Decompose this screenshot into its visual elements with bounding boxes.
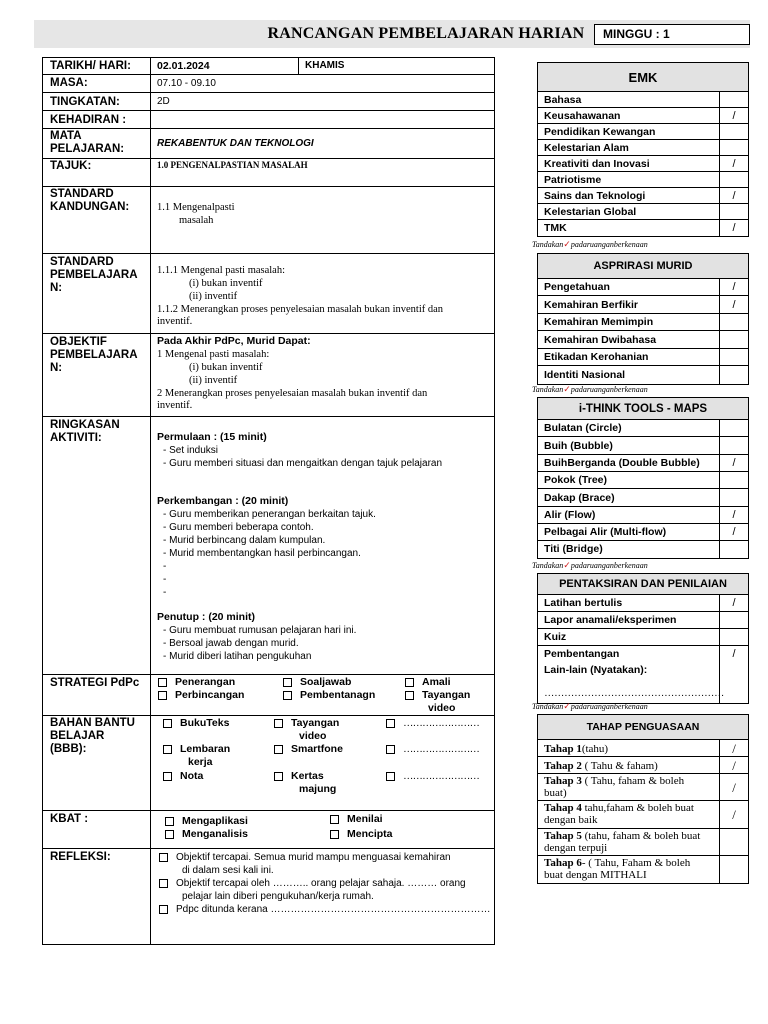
checklist-label: Kuiz [544,631,567,643]
checklist-row[interactable] [538,612,748,629]
checklist-label: BuihBerganda (Double Bubble) [544,457,700,469]
development-heading: Perkembangan : (20 minit) [157,495,289,507]
row-hots [43,811,494,849]
mastery-panel [537,714,749,884]
checklist-row[interactable] [538,437,748,455]
checkbox-icon[interactable] [283,678,292,687]
learning-standard-line: (ii) inventif [189,291,238,302]
check-cell[interactable] [719,420,748,436]
learning-standard-line: 1.1.2 Menerangkan proses penyelesaian masalah bukan inventif dan [157,304,444,315]
checklist-label: Pembentangan [544,648,620,660]
activity-line: - Guru memberi situasi dan mengaitkan dengan tajuk pelajaran [163,458,443,469]
attendance-label: KEHADIRAN : [43,111,151,128]
aid-option-blank[interactable]: …………………… [386,743,479,756]
check-cell[interactable]: / [719,279,748,295]
mastery-desc-cont: dengan terpuji [544,842,608,854]
row-teaching-aids [43,716,494,811]
checklist-label: Pengetahuan [544,281,610,293]
checkbox-icon[interactable] [158,691,167,700]
mastery-level: Tahap 2 [544,760,582,772]
objectives-line: (ii) inventif [189,375,238,386]
emk-panel [537,62,749,237]
mastery-line [544,857,748,869]
checklist-row[interactable] [538,296,748,314]
checklist-row[interactable] [538,507,748,524]
subject-label [43,129,151,158]
checkbox-icon[interactable] [283,691,292,700]
check-cell[interactable]: / [719,740,748,756]
ithink-note: Tandakan✓padaruanganberkenaan [532,560,648,570]
mastery-line [544,802,748,814]
row-content-standard [43,187,494,254]
checklist-label: Latihan bertulis [544,597,623,609]
check-cell[interactable]: / [719,774,748,800]
reflection-value [151,849,494,944]
activity-line: - Guru memberi beberapa contoh. [163,522,314,533]
checkbox-icon[interactable] [159,879,168,888]
check-cell[interactable]: / [719,507,748,523]
activity-line: - Set induksi [163,445,219,456]
mastery-line [544,743,748,755]
check-cell[interactable] [719,140,748,155]
checklist-label: Kemahiran Memimpin [544,316,654,328]
checklist-label: Bahasa [544,94,582,106]
teaching-aids-label-line3: (BBB): [50,743,87,755]
activities-value [151,417,494,674]
activity-line: - [163,561,167,572]
row-learning-standard [43,254,494,334]
assessment-other[interactable] [538,663,748,703]
tick-icon: ✓ [563,701,571,711]
learning-standard-label-line3: N: [50,282,63,294]
checklist-label: Kemahiran Dwibahasa [544,334,657,346]
hots-option[interactable]: Menilai [330,813,383,826]
checklist-row[interactable] [538,279,748,296]
checkbox-icon[interactable] [386,745,395,754]
strategy-option[interactable]: Perbincangan [158,689,244,702]
mastery-level: Tahap 4 [544,802,582,814]
checklist-row[interactable] [538,172,748,188]
check-cell[interactable] [719,331,748,348]
date-value: 02.01.2024 [151,58,299,74]
teaching-aids-label-line2: BELAJAR [50,730,105,742]
checklist-row[interactable] [538,156,748,172]
mastery-desc: tahu,faham & boleh buat [581,802,694,814]
mastery-row[interactable] [538,856,748,883]
checklist-label: Buih (Bubble) [544,440,613,452]
assessment-panel [537,573,749,704]
objectives-label [43,334,151,416]
intro-heading: Permulaan : (15 minit) [157,431,267,443]
aid-option[interactable]: Nota [163,770,203,783]
aid-option-cont: video [299,730,327,742]
objectives-line: inventif. [157,400,193,411]
header-bar [34,20,750,48]
activity-line: - [163,587,167,598]
checkbox-icon[interactable] [158,678,167,687]
emk-note: Tandakan✓padaruanganberkenaan [532,239,648,249]
day-value: KHAMIS [305,60,345,71]
learning-standard-value [151,254,494,333]
date-label: TARIKH/ HARI: [43,58,151,74]
teaching-aids-label [43,716,151,810]
level-label: TINGKATAN: [43,93,151,110]
activity-line: - [163,574,167,585]
checkbox-icon[interactable] [330,830,339,839]
check-cell[interactable] [719,629,748,645]
assessment-note: Tandakan✓padaruanganberkenaan [532,701,648,711]
checklist-row[interactable] [538,124,748,140]
reflection-line: di dalam sesi kali ini. [182,865,274,876]
strategy-option[interactable]: Amali [405,676,451,689]
row-time [43,75,494,93]
aid-option[interactable]: Lembaran [163,743,230,756]
aid-option-cont: kerja [188,756,213,768]
checkbox-icon[interactable] [165,830,174,839]
check-cell[interactable] [719,437,748,454]
aid-option-blank[interactable]: …………………… [386,770,479,783]
row-date [43,58,494,75]
checklist-label: Kelestarian Global [544,206,637,218]
activities-label [43,417,151,674]
activity-line: - Murid berbincang dalam kumpulan. [163,535,326,546]
ithink-title: i-THINK TOOLS - MAPS [538,398,748,420]
objectives-line: 1 Mengenal pasti masalah: [157,349,270,360]
check-cell[interactable]: / [719,296,748,313]
mastery-level: Tahap 3 [544,775,582,787]
check-cell[interactable] [719,349,748,365]
check-cell[interactable]: / [719,646,748,663]
checklist-row[interactable] [538,366,748,384]
reflection-label: REFLEKSI: [43,849,151,944]
subject-label-line2: PELAJARAN: [50,143,125,155]
tick-icon: ✓ [563,560,571,570]
level-value: 2D [157,96,170,107]
content-standard-label-line2: KANDUNGAN: [50,201,130,213]
checklist-label: Kreativiti dan Inovasi [544,158,650,170]
check-cell[interactable] [719,612,748,628]
mastery-desc-cont: buat) [544,787,567,799]
content-standard-label [43,187,151,253]
strategy-option[interactable]: Soaljawab [283,676,351,689]
time-value: 07.10 - 09.10 [157,78,216,89]
mastery-desc: (tahu, faham & boleh buat [581,830,701,842]
learning-standard-label-line1: STANDARD [50,256,114,268]
activity-line: - Guru memberikan penerangan berkaitan tajuk. [163,509,376,520]
attendance-value [151,111,494,128]
checkbox-icon[interactable] [163,745,172,754]
checklist-row[interactable] [538,349,748,366]
mastery-level: Tahap 6 [544,857,582,869]
mastery-row[interactable] [538,829,748,856]
checklist-label: Sains dan Teknologi [544,190,646,202]
checklist-label: TMK [544,222,567,234]
aspiration-note: Tandakan✓padaruanganberkenaan [532,384,648,394]
check-cell[interactable]: / [719,455,748,471]
row-attendance [43,111,494,129]
aid-option[interactable]: Tayangan [274,717,339,730]
aid-option[interactable]: BukuTeks [163,717,229,730]
subject-value: REKABENTUK DAN TEKNOLOGI [157,138,314,149]
mastery-line [544,775,748,787]
learning-standard-label-line2: PEMBELAJARA [50,269,138,281]
check-cell[interactable] [719,314,748,330]
topic-label: TAJUK: [43,159,151,186]
checklist-label: Etikadan Kerohanian [544,351,649,363]
page-title: RANCANGAN PEMBELAJARAN HARIAN [267,25,585,42]
strategy-option[interactable]: Tayangan [405,689,470,702]
checkbox-icon[interactable] [163,772,172,781]
activity-line: - Murid membentangkan hasil perbincangan. [163,548,361,559]
checkbox-icon[interactable] [386,719,395,728]
hots-option[interactable]: Mengaplikasi [165,815,248,828]
checkbox-icon[interactable] [405,678,414,687]
checklist-row[interactable] [538,314,748,331]
assessment-other-line: ……………………………………………… [544,687,724,699]
mastery-desc: ( Tahu, faham & boleh [581,775,685,787]
checkbox-icon[interactable] [274,719,283,728]
activities-label-line2: AKTIVITI: [50,432,102,444]
aid-option[interactable]: Smartfone [274,743,343,756]
check-cell[interactable] [719,124,748,139]
checklist-label: Pendidikan Kewangan [544,126,656,138]
mastery-line [544,760,748,772]
checklist-row[interactable] [538,472,748,489]
objectives-line: (i) bukan inventif [189,362,263,373]
topic-value: 1.0 PENGENALPASTIAN MASALAH [157,160,308,170]
week-label: MINGGU : 1 [594,24,750,45]
check-cell[interactable]: / [719,524,748,540]
checklist-row[interactable] [538,92,748,108]
checkbox-icon[interactable] [330,815,339,824]
checklist-label: Lapor anamali/eksperimen [544,614,677,626]
checklist-label: Bulatan (Circle) [544,422,622,434]
row-reflection [43,849,494,944]
objectives-label-line3: N: [50,362,63,374]
mastery-row[interactable] [538,740,748,757]
content-standard-value [151,187,494,253]
check-cell[interactable] [719,172,748,187]
check-cell[interactable]: / [719,757,748,773]
emk-title: EMK [538,63,748,92]
row-topic [43,159,494,187]
checklist-row[interactable] [538,524,748,541]
lesson-plan-table [42,57,495,945]
mastery-title: TAHAP PENGUASAAN [538,715,748,740]
objectives-label-line2: PEMBELAJARA [50,349,138,361]
checkbox-icon[interactable] [386,772,395,781]
reflection-line: pelajar lain diberi pengukuhan/kerja rumah. [182,891,374,902]
activity-line: - Bersoal jawab dengan murid. [163,638,299,649]
checkbox-icon[interactable] [274,772,283,781]
checklist-row[interactable] [538,331,748,349]
check-cell[interactable] [719,663,748,703]
checklist-row[interactable] [538,541,748,558]
checklist-label: Titi (Bridge) [544,543,603,555]
hots-label: KBAT : [43,811,151,848]
reflection-item[interactable]: Objektif tercapai. Semua murid mampu menguasai kemahiran [159,851,494,864]
check-cell[interactable]: / [719,595,748,611]
mastery-desc: (tahu) [581,743,609,755]
learning-standard-line: (i) bukan inventif [189,278,263,289]
mastery-row[interactable] [538,757,748,774]
checklist-label: Kemahiran Berfikir [544,299,638,311]
mastery-level: Tahap 1 [544,743,582,755]
mastery-line [544,830,748,842]
reflection-item[interactable]: Pdpc ditunda kerana ………………………………………………………… [159,903,494,916]
learning-standard-line: inventif. [157,316,193,327]
content-standard-line1: 1.1 Mengenalpasti [157,202,235,213]
check-cell[interactable]: / [719,108,748,123]
check-cell[interactable]: / [719,801,748,828]
learning-standard-label [43,254,151,333]
checklist-row[interactable] [538,188,748,204]
reflection-item[interactable]: Objektif tercapai oleh ……….. orang pelajar sahaja. ……… orang [159,877,494,890]
mastery-desc-cont: dengan baik [544,814,598,826]
checklist-label: Pokok (Tree) [544,474,608,486]
checklist-label: Identiti Nasional [544,369,626,381]
tick-icon: ✓ [563,239,571,249]
mastery-level: Tahap 5 [544,830,582,842]
checkbox-icon[interactable] [405,691,414,700]
objectives-heading: Pada Akhir PdPc, Murid Dapat: [157,335,311,347]
checklist-row[interactable] [538,629,748,646]
checklist-row[interactable] [538,455,748,472]
check-cell[interactable]: / [719,188,748,203]
mastery-row[interactable] [538,801,748,829]
check-cell[interactable] [719,541,748,558]
activity-line: - Murid diberi latihan pengukuhan [163,651,312,662]
check-cell[interactable] [719,856,748,883]
checklist-row[interactable] [538,108,748,124]
aspiration-title: ASPRIRASI MURID [538,254,748,279]
activity-line: - Guru membuat rumusan pelajaran hari ini. [163,625,357,636]
checklist-row[interactable] [538,489,748,507]
checklist-row[interactable] [538,140,748,156]
check-cell[interactable]: / [719,220,748,236]
subject-label-line1: MATA [50,130,82,142]
checkbox-icon[interactable] [159,853,168,862]
checklist-label: Pelbagai Alir (Multi-flow) [544,526,667,538]
check-cell[interactable] [719,204,748,219]
check-cell[interactable] [719,472,748,488]
learning-standard-line: 1.1.1 Mengenal pasti masalah: [157,265,286,276]
ithink-panel [537,397,749,559]
content-standard-label-line1: STANDARD [50,188,114,200]
row-objectives [43,334,494,417]
strategy-option-cont: video [428,702,456,714]
mastery-row[interactable] [538,774,748,801]
check-cell[interactable] [719,92,748,107]
checklist-row[interactable] [538,204,748,220]
strategy-option[interactable]: Penerangan [158,676,235,689]
checklist-row[interactable] [538,220,748,236]
check-cell[interactable]: / [719,156,748,171]
tick-icon: ✓ [563,384,571,394]
mastery-desc-cont: buat dengan MITHALI [544,869,647,881]
mastery-desc: - ( Tahu, Faham & boleh [581,857,691,869]
objectives-value [151,334,494,416]
teaching-aids-label-line1: BAHAN BANTU [50,717,135,729]
aid-option-cont: majung [299,783,337,795]
checklist-label: Alir (Flow) [544,509,596,521]
checkbox-icon[interactable] [165,817,174,826]
checklist-label: Kelestarian Alam [544,142,629,154]
row-strategy [43,675,494,716]
checkbox-icon[interactable] [274,745,283,754]
objectives-line: 2 Menerangkan proses penyelesaian masalah bukan inventif dan [157,388,428,399]
aspiration-panel [537,253,749,385]
row-level [43,93,494,111]
checklist-row[interactable] [538,595,748,612]
closing-heading: Penutup : (20 minit) [157,611,255,623]
hots-option[interactable]: Mencipta [330,828,393,841]
time-label: MASA: [43,75,151,92]
mastery-desc: ( Tahu & faham) [581,760,658,772]
strategy-option[interactable]: Pembentanagn [283,689,375,702]
row-subject [43,129,494,159]
assessment-title: PENTAKSIRAN DAN PENILAIAN [538,574,748,595]
activities-label-line1: RINGKASAN [50,419,120,431]
check-cell[interactable] [719,366,748,384]
check-cell[interactable] [719,829,748,855]
checklist-row[interactable] [538,420,748,437]
checklist-label: Keusahawanan [544,110,621,122]
row-activities [43,417,494,675]
assessment-other-label: Lain-lain (Nyatakan): [544,664,648,676]
check-cell[interactable] [719,489,748,506]
aid-option-blank[interactable]: …………………… [386,717,479,730]
aid-option[interactable]: Kertas [274,770,324,783]
checkbox-icon[interactable] [163,719,172,728]
checkbox-icon[interactable] [159,905,168,914]
hots-option[interactable]: Menganalisis [165,828,248,841]
checklist-label: Patriotisme [544,174,602,186]
checklist-row[interactable] [538,646,748,663]
objectives-label-line1: OBJEKTIF [50,336,107,348]
strategy-label: STRATEGI PdPc [43,675,151,715]
content-standard-line2: masalah [179,215,214,226]
checklist-label: Dakap (Brace) [544,492,615,504]
